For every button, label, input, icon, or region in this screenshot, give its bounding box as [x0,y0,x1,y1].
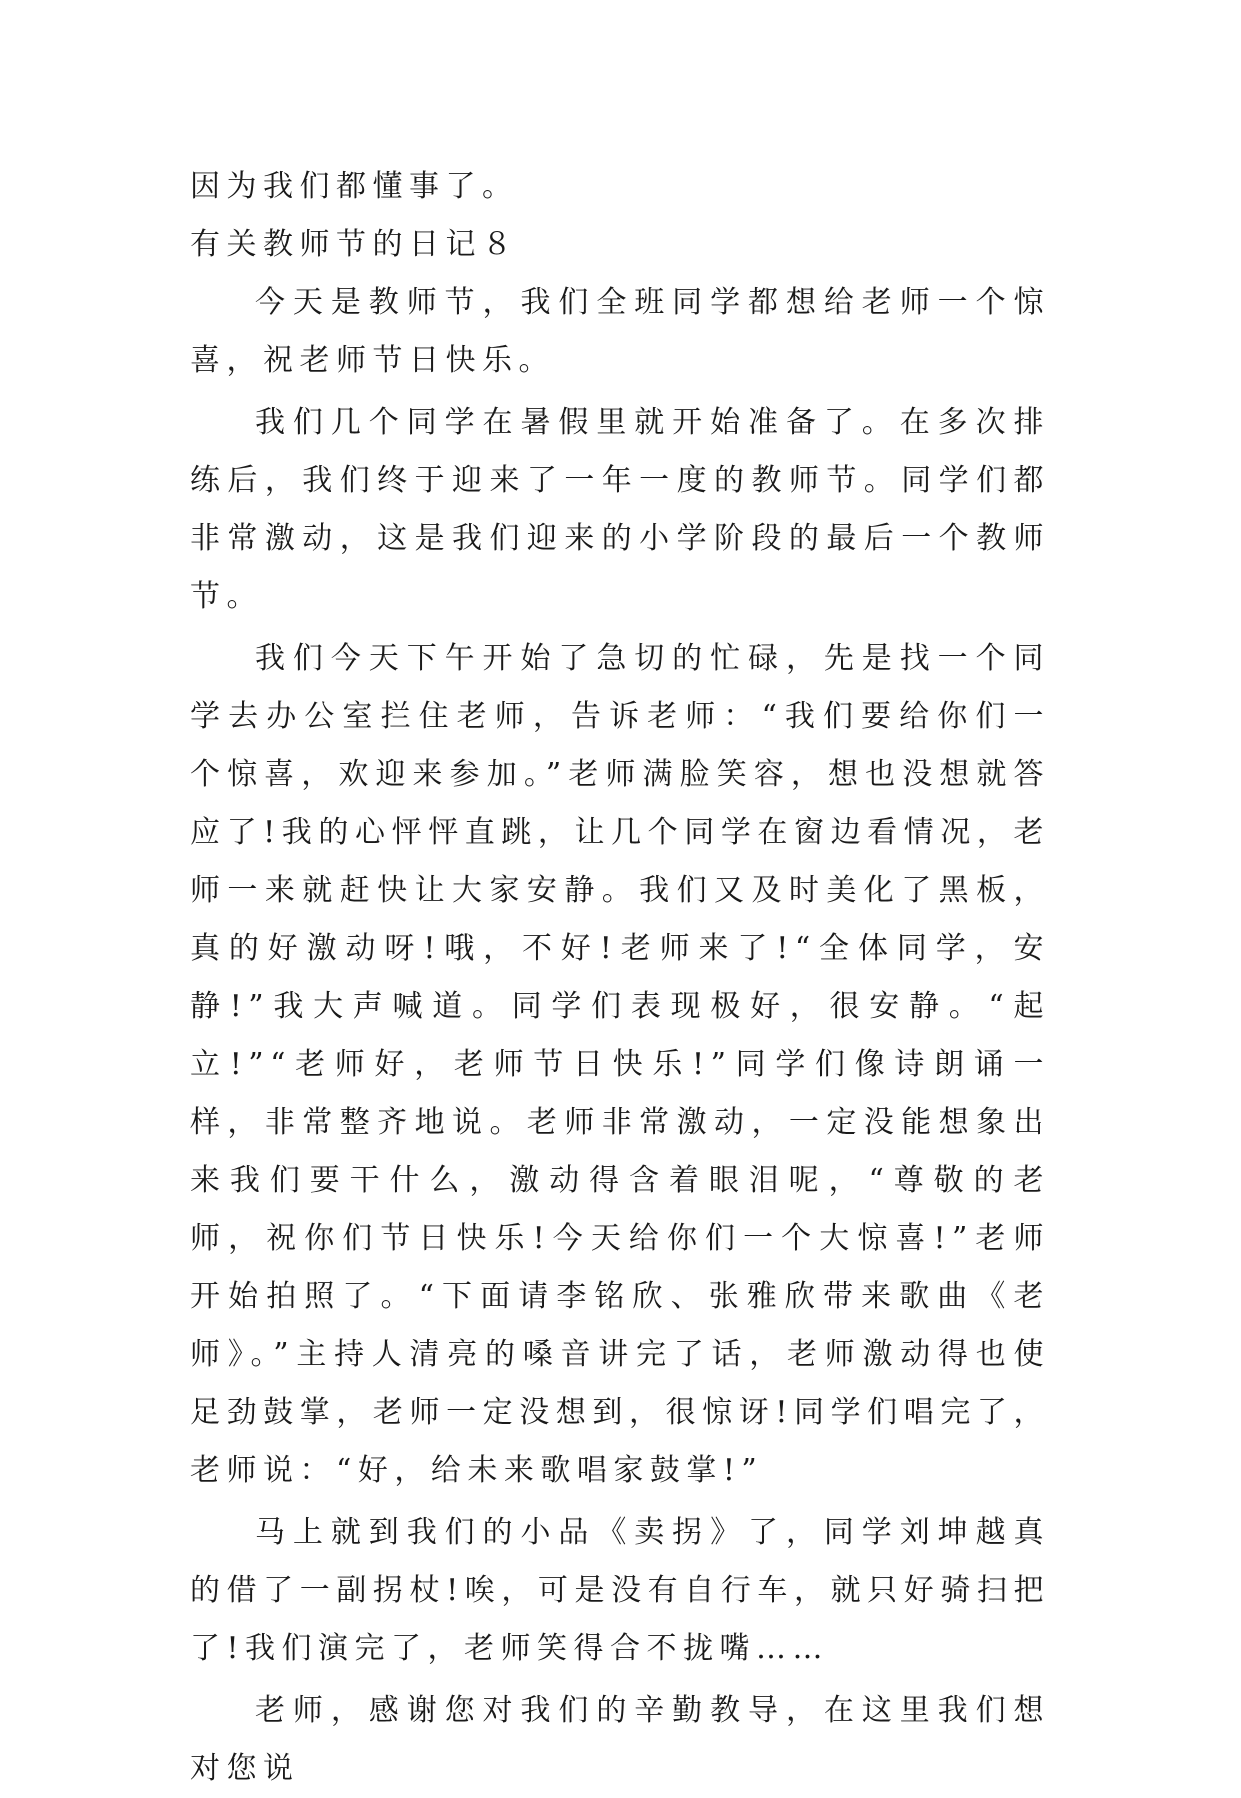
paragraph-intro: 今天是教师节，我们全班同学都想给老师一个惊喜，祝老师节日快乐。 [190,285,1050,378]
paragraph-surprise: 我们今天下午开始了急切的忙碌，先是找一个同学去办公室拦住老师，告诉老师：“我们要给你们一个惊喜，欢迎来参加。”老师满脸笑容，想也没想就答应了!我的心怦怦直跳，让几个同学在窗边看情况，老师一来就赶快让大家安静。我们又及时美化了黑板，真的好激动呀!哦，不好!老师来了!“全体同学，安静!”我大声喊道。同学们表现极好，很安静。“起立!”“老师好，老师节日快乐!”同学们像诗朗诵一样，非常整齐地说。老师非常激动，一定没能想象出来我们要干什么，激动得含着眼泪呢，“尊敬的老师，祝你们节日快乐!今天给你们一个大惊喜!”老师开始拍照了。“下面请李铭欣、张雅欣带来歌曲《老师》。”主持人清亮的嗓音讲完了话，老师激动得也使足劲鼓掌，老师一定没想到，很惊讶!同学们唱完了，老师说：“好，给未来歌唱家鼓掌!” [190,641,1050,1488]
paragraph-skit: 马上就到我们的小品《卖拐》了，同学刘坤越真的借了一副拐杖!唉，可是没有自行车，就只好骑扫把了!我们演完了，老师笑得合不拢嘴…… [190,1515,1050,1666]
diary-heading: 有关教师节的日记８ [190,227,519,262]
continuation-line: 因为我们都懂事了。 [190,169,519,204]
paragraph-thanks: 老师，感谢您对我们的辛勤教导，在这里我们想对您说 [190,1693,1050,1786]
paragraph-preparation: 我们几个同学在暑假里就开始准备了。在多次排练后，我们终于迎来了一年一度的教师节。同学们都非常激动，这是我们迎来的小学阶段的最后一个教师节。 [190,405,1050,614]
document-body [190,158,1050,1798]
